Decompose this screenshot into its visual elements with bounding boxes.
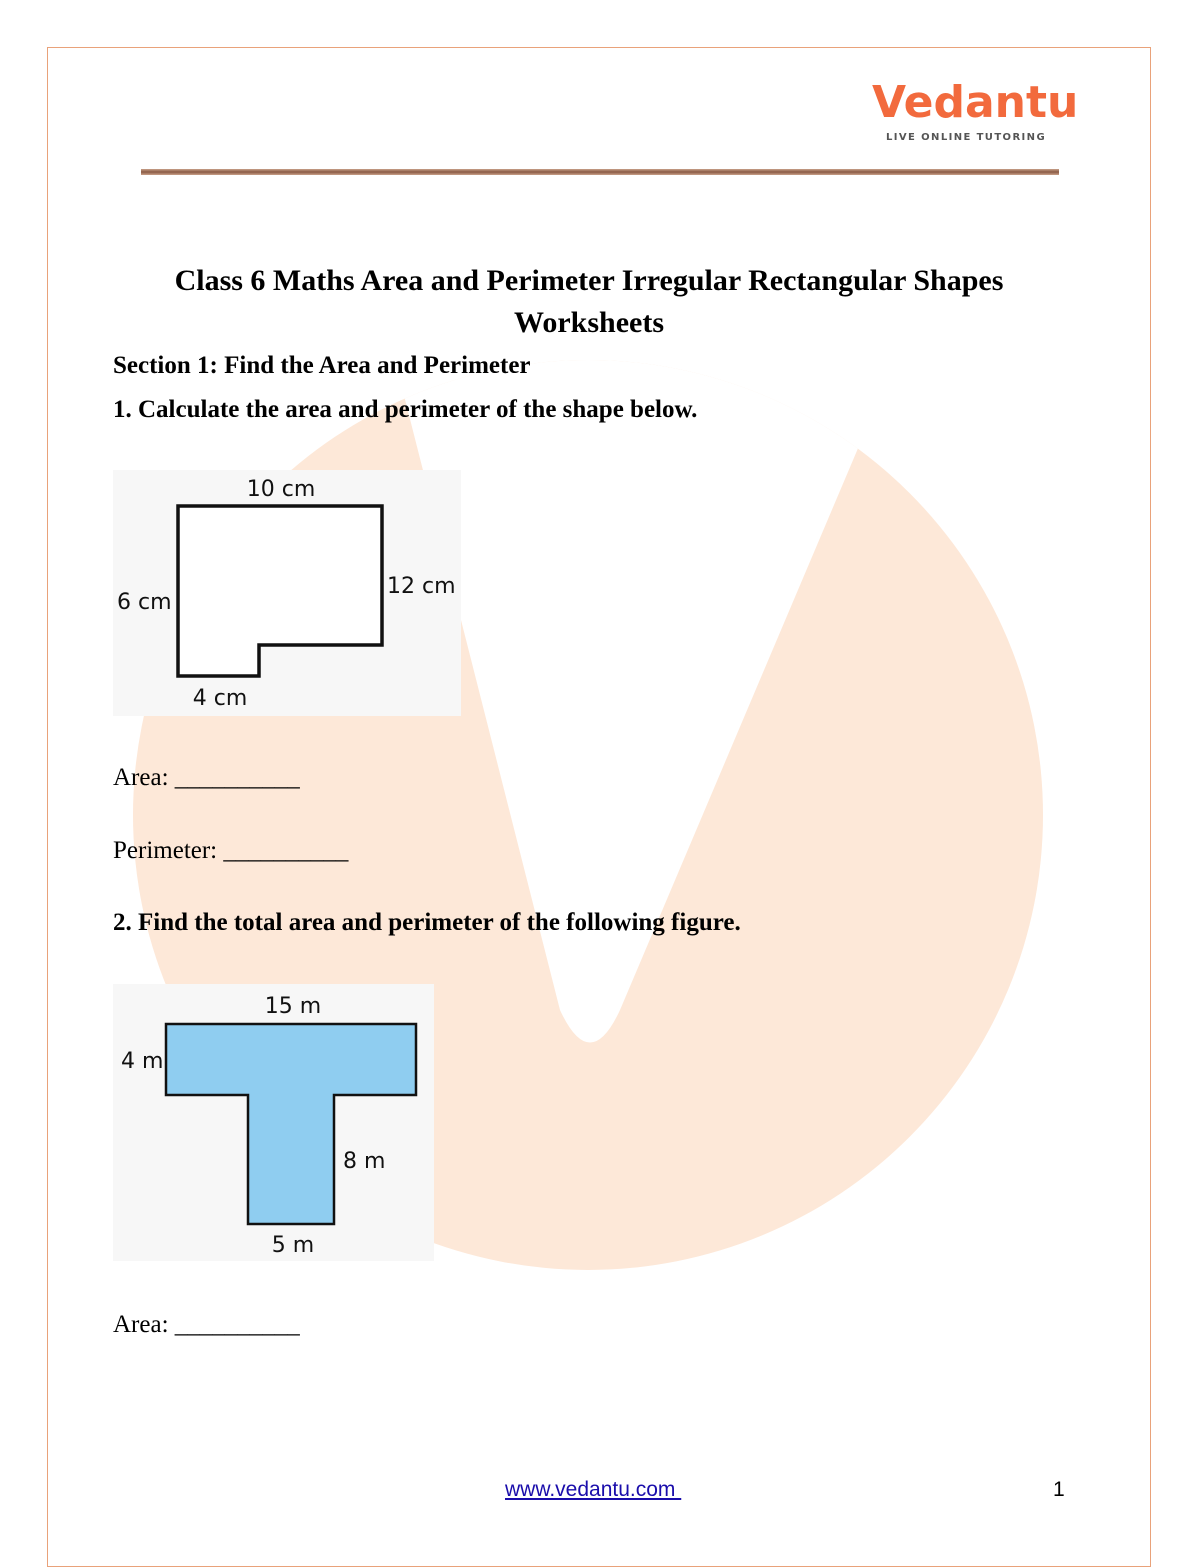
- header-divider: [141, 169, 1059, 175]
- vedantu-logo: [872, 77, 1079, 148]
- logo-tagline: LIVE ONLINE TUTORING: [886, 132, 1047, 143]
- question-1-figure: [113, 470, 461, 716]
- label-left-6cm: 6 cm: [117, 590, 172, 615]
- label-bottom-5m: 5 m: [271, 1233, 315, 1258]
- section-heading: Section 1: Find the Area and Perimeter: [113, 352, 531, 379]
- area-answer-2[interactable]: Area: __________: [113, 1311, 300, 1338]
- footer-website-link[interactable]: www.vedantu.com: [505, 1478, 682, 1501]
- l-shape: [178, 506, 382, 676]
- question-2-figure: [113, 984, 434, 1261]
- question-2-text: 2. Find the total area and perimeter of the following figure.: [113, 909, 741, 936]
- label-top-15m: 15 m: [264, 994, 322, 1019]
- label-stem-8m: 8 m: [343, 1149, 386, 1174]
- logo-wordmark: Vedantu: [872, 77, 1079, 128]
- t-shape: [166, 1024, 416, 1224]
- label-top-10cm: 10 cm: [246, 477, 316, 502]
- page-title: Class 6 Maths Area and Perimeter Irregular Rectangular Shapes Worksheets: [174, 264, 1004, 339]
- label-bottom-4cm: 4 cm: [192, 686, 248, 711]
- perimeter-answer-1[interactable]: Perimeter: __________: [113, 837, 349, 864]
- label-right-12cm: 12 cm: [387, 574, 456, 599]
- question-1-text: 1. Calculate the area and perimeter of the shape below.: [113, 396, 698, 423]
- label-left-4m: 4 m: [121, 1049, 164, 1074]
- area-answer-1[interactable]: Area: __________: [113, 764, 300, 791]
- page-number: 1: [1053, 1478, 1065, 1501]
